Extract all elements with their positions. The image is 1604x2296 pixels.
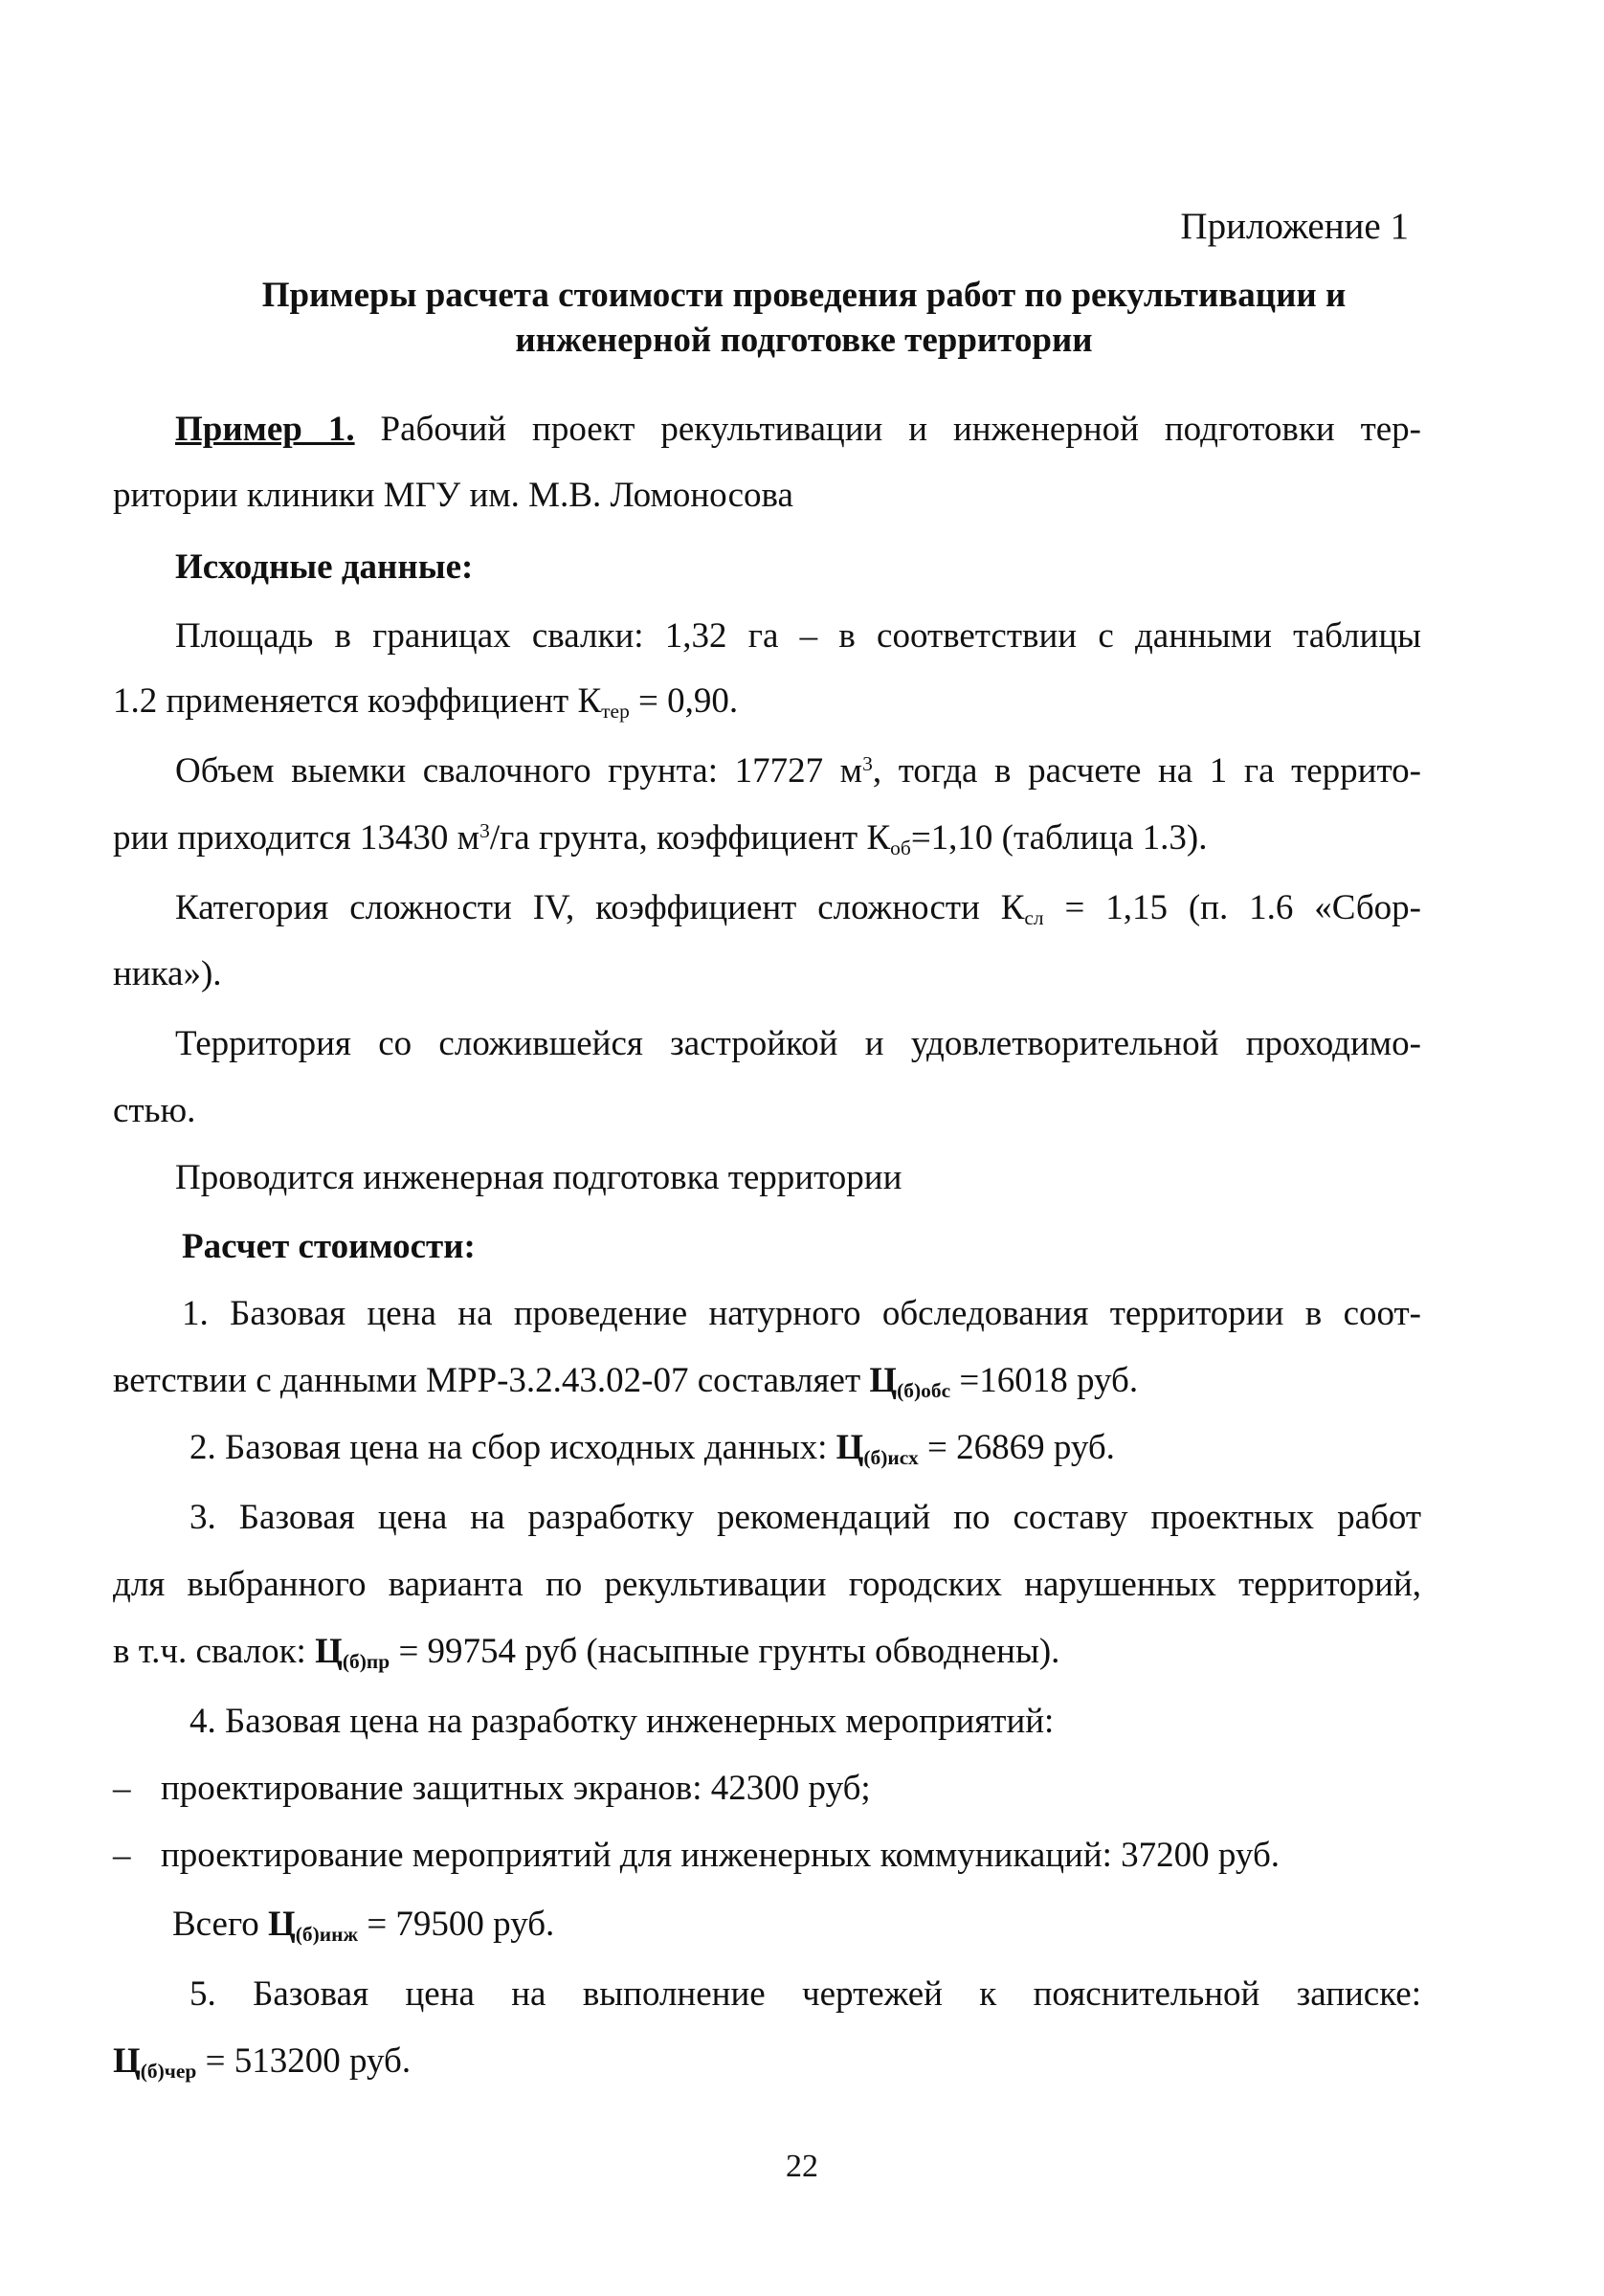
volume-coef-value: =1,10 (таблица 1.3). [910,818,1208,858]
example-label: Пример 1. [175,410,355,449]
category-text: Категория сложности IV, коэффициент сложности К [175,888,1025,927]
bullet-dash-2: – [113,1836,131,1875]
initial-data-heading: Исходные данные: [175,547,474,587]
item-5-line-1: 5. Базовая цена на выполнение чертежей к пояснительной записке: [189,1974,1421,2014]
total-value: = 79500 руб. [358,1905,555,1944]
volume-coef-text: /га грунта, коэффициент К [489,818,891,858]
item-2-line [189,1428,1115,1469]
bullet-item-1: проектирование защитных экранов: 42300 руб; [161,1769,871,1808]
title-line-1: Примеры расчета стоимости проведения работ по рекультивации и [261,276,1347,315]
price-symbol: Ц [835,1428,864,1467]
volume-line-2 [113,818,1208,859]
volume-line-1 [175,751,1421,792]
item-4-heading: 4. Базовая цена на разработку инженерных мероприятий: [189,1702,1055,1741]
item-3-line-2: для выбранного варианта по рекультивации городских нарушенных территорий, [113,1565,1421,1604]
item-3-text: в т.ч. свалок: [113,1632,316,1671]
item-2-value: = 26869 руб. [918,1428,1115,1467]
item-1-text: ветствии с данными МРР-3.2.43.02-07 составляет [113,1361,870,1400]
example-title-start: Рабочий проект рекультивации и инженерной подготовки тер- [354,410,1421,449]
price-subscript-cher: (б)чер [140,2060,197,2083]
page-number: 22 [786,2149,818,2184]
volume-text-rest: , тогда в расчете на 1 га террито- [872,751,1421,791]
item-4-total [172,1905,554,1946]
bullet-dash-1: – [113,1769,131,1808]
price-subscript-isx: (б)исх [863,1446,919,1469]
example-line-2: ритории клиники МГУ им. М.В. Ломоносова [113,476,793,515]
category-line-2: ника»). [113,954,222,993]
appendix-label: Приложение 1 [1180,206,1409,247]
volume-text: Объем выемки свалочного грунта: 17727 м [175,751,863,791]
total-text: Всего [172,1905,268,1944]
area-text: 1.2 применяется коэффициент К [113,681,602,721]
category-line-1 [175,888,1421,929]
price-symbol: Ц [113,2041,141,2081]
price-symbol: Ц [869,1361,898,1400]
area-line-1: Площадь в границах свалки: 1,32 га – в соответствии с данными таблицы [175,616,1421,656]
item-1-line-2 [113,1361,1138,1402]
item-5-line-2 [113,2041,411,2083]
item-3-line-3 [113,1632,1059,1673]
item-3-line-1: 3. Базовая цена на разработку рекомендаций по составу проектных работ [189,1498,1421,1537]
price-subscript-pr: (б)пр [342,1650,390,1673]
price-symbol: Ц [267,1905,296,1944]
example-line-1 [175,410,1421,451]
k-ter-subscript: тер [601,700,630,723]
k-sl-subscript: сл [1024,906,1044,929]
title-line-2: инженерной подготовке территории [515,321,1093,360]
area-value: = 0,90. [629,681,739,721]
item-2-text: 2. Базовая цена на сбор исходных данных: [189,1428,836,1467]
item-1-value: =16018 руб. [950,1361,1139,1400]
territory-line-2: стью. [113,1091,196,1130]
price-symbol: Ц [315,1632,343,1671]
engineering-line: Проводится инженерная подготовка территории [175,1158,902,1197]
item-5-value: = 513200 руб. [196,2041,412,2081]
price-subscript-inzh: (б)инж [295,1923,359,1946]
volume-per-ha: рии приходится 13430 м [113,818,480,858]
territory-line-1: Территория со сложившейся застройкой и удовлетворительной проходимо- [175,1024,1421,1063]
k-ob-subscript: об [890,836,911,859]
category-value: = 1,15 (п. 1.6 «Сбор- [1043,888,1422,927]
cubic-superscript-2: 3 [479,819,490,843]
cubic-superscript: 3 [862,752,873,776]
item-3-value: = 99754 руб (насыпные грунты обводнены). [390,1632,1060,1671]
area-line-2 [113,681,738,723]
item-1-line-1: 1. Базовая цена на проведение натурного обследования территории в соот- [182,1294,1421,1333]
bullet-item-2: проектирование мероприятий для инженерных коммуникаций: 37200 руб. [161,1836,1281,1875]
price-subscript-obs: (б)обс [897,1379,951,1402]
calculation-heading: Расчет стоимости: [182,1227,476,1266]
